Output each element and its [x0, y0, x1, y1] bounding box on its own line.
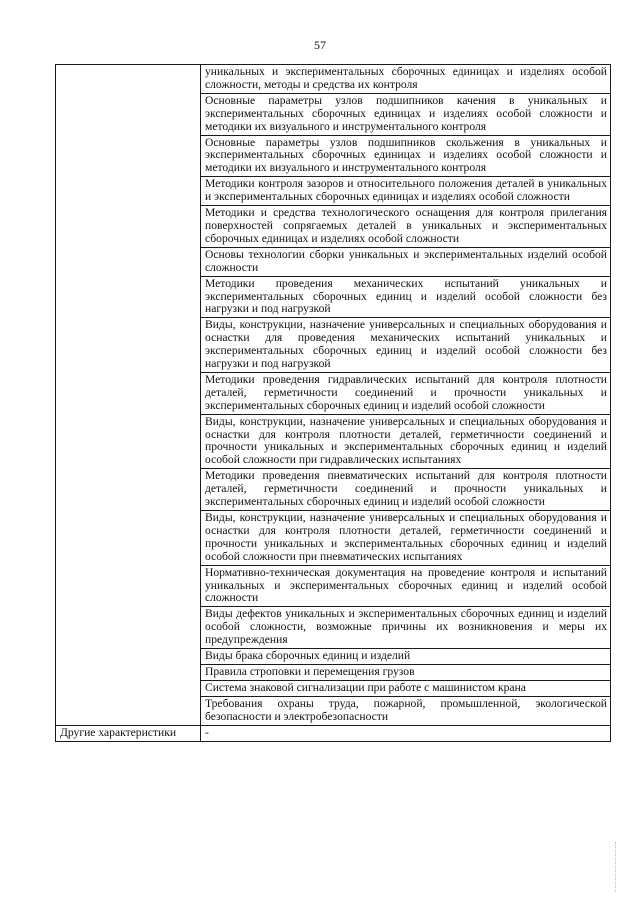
knowledge-item: Методики проведения гидравлических испытаний для контроля плотности деталей, герметичности соединений и прочности уникальных и экспериментальных сборочных единиц и изделий особой сложности — [201, 372, 611, 414]
knowledge-table — [55, 64, 611, 742]
knowledge-item: Система знаковой сигнализации при работе с машинистом крана — [201, 680, 611, 696]
knowledge-item: Виды, конструкции, назначение универсальных и специальных оборудования и оснастки для контроля плотности деталей, герметичности соединений и прочности уникальных и экспериментальных сборочных единиц и изделий особой сложности при гидравлических испытаниях — [201, 414, 611, 469]
knowledge-item: Методики проведения механических испытаний уникальных и экспериментальных сборочных единиц и изделий особой сложности без нагрузки и под нагрузкой — [201, 276, 611, 318]
knowledge-item: уникальных и экспериментальных сборочных единицах и изделиях особой сложности, методы и средства их контроля — [201, 65, 611, 94]
knowledge-item: Методики контроля зазоров и относительного положения деталей в уникальных и экспериментальных сборочных единицах и изделиях особой сложности — [201, 177, 611, 206]
knowledge-item: Нормативно-техническая документация на проведение контроля и испытаний уникальных и экспериментальных сборочных единиц и изделий особой сложности — [201, 565, 611, 607]
knowledge-item: Методики и средства технологического оснащения для контроля прилегания поверхностей сопрягаемых деталей в уникальных и экспериментальных сборочных единицах и изделиях особой сложности — [201, 206, 611, 248]
table-row — [56, 65, 611, 94]
knowledge-item: Виды, конструкции, назначение универсальных и специальных оборудования и оснастки для контроля плотности деталей, герметичности соединений и прочности уникальных и экспериментальных сборочных единиц и изделий особой сложности при пневматических испытаниях — [201, 511, 611, 566]
other-characteristics-label: Другие характеристики — [56, 725, 201, 741]
knowledge-item: Основы технологии сборки уникальных и экспериментальных изделий особой сложности — [201, 247, 611, 276]
knowledge-item: Виды дефектов уникальных и экспериментальных сборочных единиц и изделий особой сложности, возможные причины их возникновения и меры их предупреждения — [201, 607, 611, 649]
scan-artifact — [615, 842, 618, 892]
knowledge-item: Виды брака сборочных единиц и изделий — [201, 649, 611, 665]
other-characteristics-row — [56, 725, 611, 741]
section-label-cell — [56, 65, 201, 726]
knowledge-item: Методики проведения пневматических испытаний для контроля плотности деталей, герметичности соединений и прочности уникальных и экспериментальных сборочных единиц и изделий особой сложности — [201, 469, 611, 511]
page-number: 57 — [314, 38, 326, 52]
knowledge-item: Виды, конструкции, назначение универсальных и специальных оборудования и оснастки для проведения механических испытаний уникальных и экспериментальных сборочных единиц и изделий особой сложности без нагрузки и под нагрузкой — [201, 318, 611, 373]
knowledge-item: Требования охраны труда, пожарной, промышленной, экологической безопасности и электробезопасности — [201, 696, 611, 725]
knowledge-item: Основные параметры узлов подшипников скольжения в уникальных и экспериментальных сборочных единицах и изделиях особой сложности и методики их визуального и инструментального контроля — [201, 135, 611, 177]
table-body — [56, 65, 611, 742]
knowledge-item: Правила строповки и перемещения грузов — [201, 664, 611, 680]
other-characteristics-value: - — [201, 725, 611, 741]
knowledge-item: Основные параметры узлов подшипников качения в уникальных и экспериментальных сборочных единицах и изделиях особой сложности и методики их визуального и инструментального контроля — [201, 93, 611, 135]
